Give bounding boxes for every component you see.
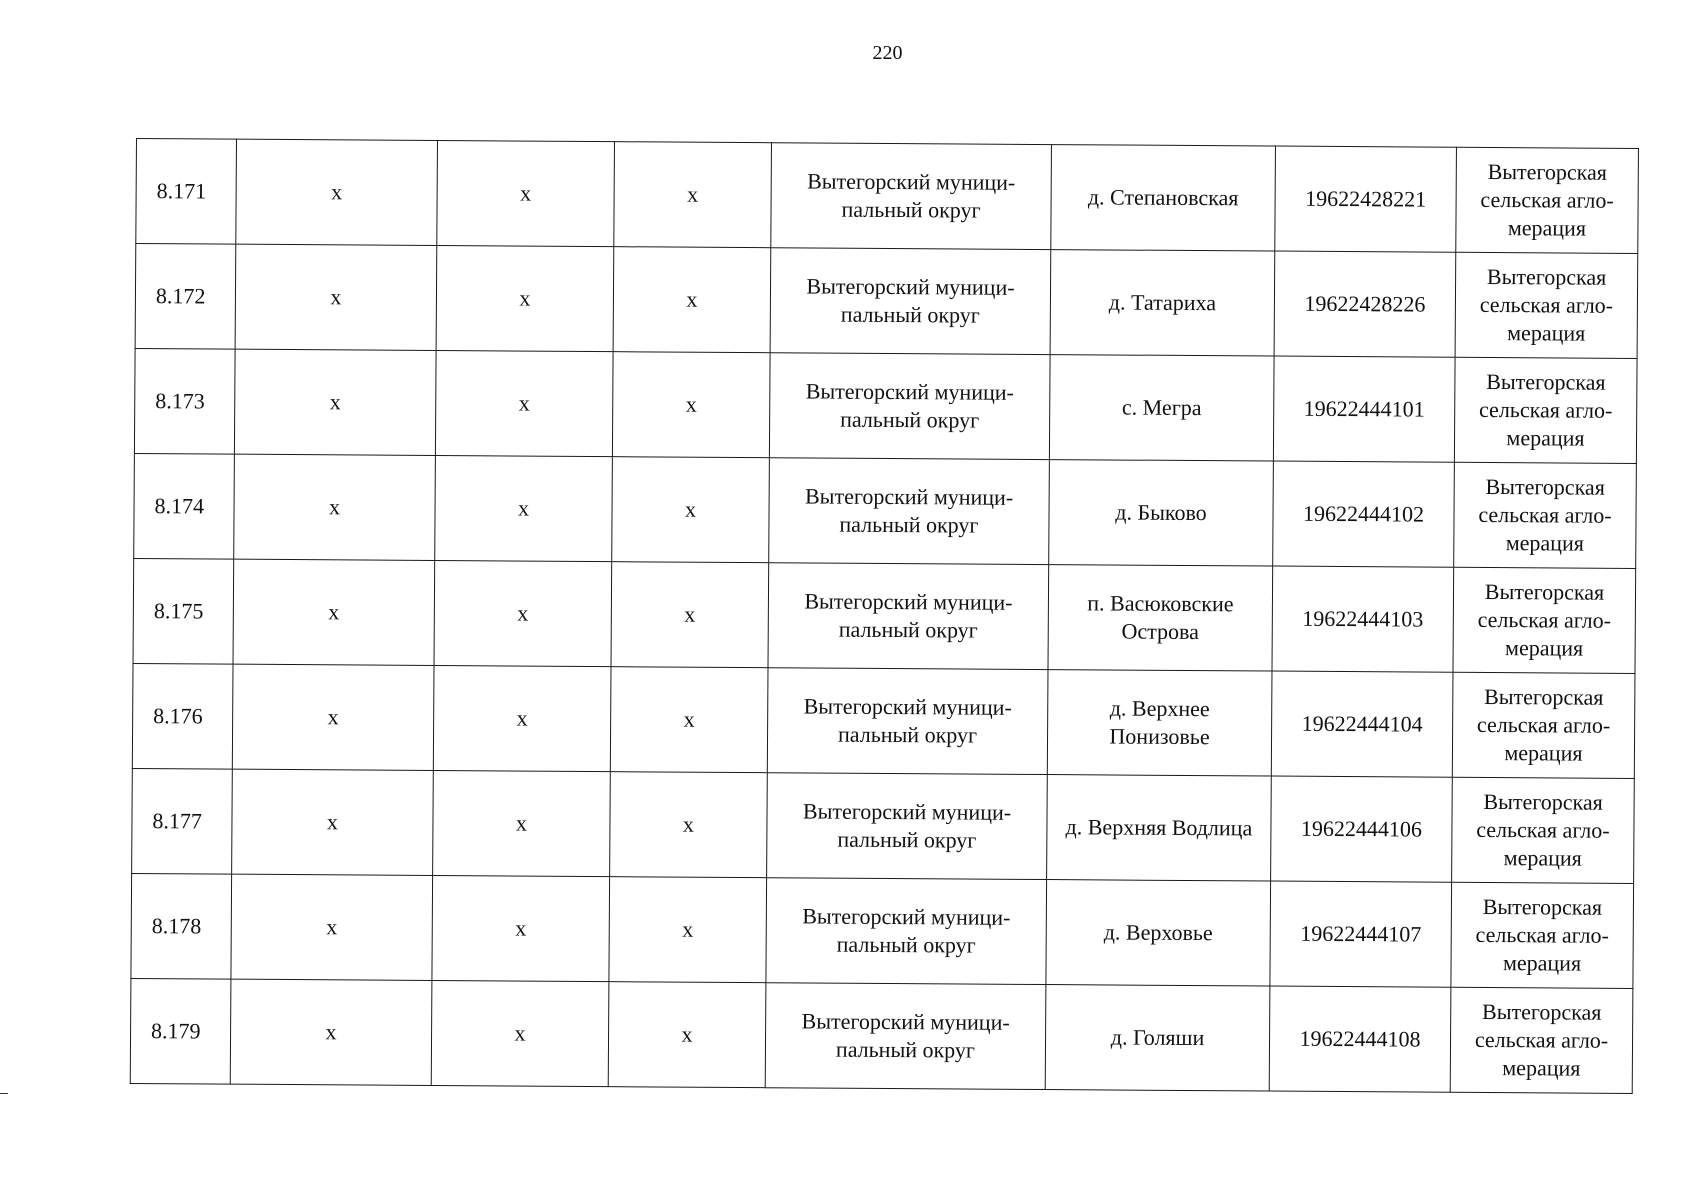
oktmo-code-cell: 19622444108 bbox=[1269, 986, 1451, 1092]
agglomeration-text-line: Вытегорская bbox=[1485, 473, 1605, 500]
x-mark-cell: x bbox=[609, 877, 767, 983]
x-mark-cell: x bbox=[234, 454, 436, 560]
agglomeration-cell bbox=[1454, 462, 1637, 568]
agglomeration-text-line: Вытегорская bbox=[1482, 893, 1603, 920]
settlement-cell bbox=[1046, 880, 1271, 986]
settlement-cell bbox=[1049, 460, 1274, 566]
agglomeration-text-line: сельская агло- bbox=[1478, 396, 1613, 423]
agglomeration-text-line: сельская агло- bbox=[1475, 921, 1609, 948]
row-number-cell: 8.177 bbox=[132, 768, 233, 874]
x-mark-cell: x bbox=[432, 875, 610, 981]
agglomeration-text-line: сельская агло- bbox=[1474, 1026, 1609, 1053]
municipality-text-line: Вытегорский муници- bbox=[806, 273, 1015, 300]
municipality-text-line: пальный округ bbox=[836, 931, 976, 958]
agglomeration-text-line: Вытегорская bbox=[1486, 263, 1607, 290]
agglomeration-text-line: Вытегорская bbox=[1487, 158, 1608, 185]
x-mark-cell: x bbox=[612, 352, 770, 458]
municipality-text-line: Вытегорский муници- bbox=[802, 903, 1011, 930]
agglomeration-cell bbox=[1450, 987, 1633, 1093]
table-row bbox=[132, 768, 1635, 883]
x-mark-cell: x bbox=[437, 140, 615, 246]
municipality-text-line: пальный округ bbox=[840, 406, 980, 433]
municipality-text-line: пальный округ bbox=[841, 196, 981, 223]
x-mark-cell: x bbox=[232, 664, 434, 770]
row-number-cell: 8.176 bbox=[132, 663, 233, 769]
table-row bbox=[133, 558, 1636, 673]
oktmo-code-cell: 19622444104 bbox=[1271, 671, 1453, 777]
table-body bbox=[130, 139, 1638, 1094]
settlement-cell bbox=[1045, 985, 1270, 1091]
municipality-cell bbox=[771, 143, 1052, 250]
settlement-text-line: д. Верхняя Водлица bbox=[1065, 814, 1253, 841]
municipality-text-line: пальный округ bbox=[837, 826, 977, 853]
settlement-cell bbox=[1047, 775, 1272, 881]
municipality-text-line: Вытегорский муници- bbox=[807, 168, 1016, 195]
table-row bbox=[132, 663, 1635, 778]
agglomeration-text-line: Вытегорская bbox=[1484, 683, 1604, 710]
settlement-text-line: Понизовье bbox=[1109, 723, 1210, 750]
x-mark-cell: x bbox=[608, 982, 766, 1088]
settlement-text-line: с. Мегра bbox=[1121, 394, 1202, 421]
municipality-text-line: Вытегорский муници- bbox=[804, 588, 1013, 615]
municipality-cell bbox=[765, 983, 1046, 1090]
agglomeration-text-line: сельская агло- bbox=[1480, 186, 1614, 213]
agglomeration-cell bbox=[1453, 567, 1636, 673]
x-mark-cell: x bbox=[236, 139, 438, 245]
agglomeration-text-line: сельская агло- bbox=[1477, 606, 1612, 633]
settlement-cell bbox=[1047, 670, 1272, 776]
x-mark-cell: x bbox=[230, 979, 432, 1085]
municipality-text-line: пальный округ bbox=[838, 616, 978, 643]
agglomeration-text-line: мерация bbox=[1503, 845, 1582, 871]
settlements-table bbox=[130, 138, 1639, 1094]
municipality-text-line: Вытегорский муници- bbox=[804, 483, 1014, 510]
oktmo-code-cell: 19622428221 bbox=[1275, 146, 1457, 252]
row-number-cell: 8.173 bbox=[134, 348, 235, 454]
table-row bbox=[134, 348, 1637, 463]
agglomeration-text-line: мерация bbox=[1502, 950, 1582, 976]
settlement-text-line: д. Быково bbox=[1115, 499, 1207, 526]
agglomeration-text-line: мерация bbox=[1505, 635, 1584, 661]
row-number-cell: 8.178 bbox=[131, 873, 232, 979]
page-number: 220 bbox=[872, 42, 903, 64]
settlement-cell bbox=[1049, 355, 1274, 461]
row-number-cell: 8.174 bbox=[134, 453, 235, 559]
oktmo-code-cell: 19622444106 bbox=[1271, 776, 1453, 882]
x-mark-cell: x bbox=[611, 562, 769, 668]
municipality-text-line: Вытегорский муници- bbox=[802, 798, 1012, 825]
row-number-cell: 8.179 bbox=[130, 978, 231, 1084]
agglomeration-text-line: Вытегорская bbox=[1481, 998, 1602, 1025]
agglomeration-cell bbox=[1452, 777, 1635, 883]
agglomeration-text-line: Вытегорская bbox=[1484, 578, 1605, 605]
x-mark-cell: x bbox=[231, 874, 433, 980]
agglomeration-text-line: сельская агло- bbox=[1476, 711, 1611, 738]
municipality-text-line: Вытегорский муници- bbox=[805, 378, 1014, 405]
agglomeration-cell bbox=[1452, 672, 1635, 778]
x-mark-cell: x bbox=[232, 769, 434, 875]
x-mark-cell: x bbox=[614, 142, 772, 248]
municipality-cell bbox=[767, 668, 1048, 775]
oktmo-code-cell: 19622444107 bbox=[1270, 881, 1452, 987]
settlement-text-line: д. Татариха bbox=[1108, 289, 1217, 316]
agglomeration-cell bbox=[1456, 147, 1639, 253]
settlement-text-line: д. Верхнее bbox=[1109, 695, 1210, 722]
agglomeration-cell bbox=[1454, 357, 1637, 463]
settlement-text-line: п. Васюковские bbox=[1087, 590, 1234, 617]
settlement-cell bbox=[1048, 565, 1273, 671]
agglomeration-text-line: мерация bbox=[1506, 425, 1585, 451]
municipality-cell bbox=[768, 563, 1049, 670]
municipality-cell bbox=[769, 458, 1050, 565]
table-row bbox=[131, 873, 1634, 988]
table-row bbox=[130, 978, 1633, 1093]
municipality-text-line: пальный округ bbox=[837, 721, 978, 748]
oktmo-code-cell: 19622444103 bbox=[1272, 566, 1454, 672]
oktmo-code-cell: 19622444102 bbox=[1273, 461, 1455, 567]
row-number-cell: 8.171 bbox=[136, 139, 237, 245]
x-mark-cell: x bbox=[613, 247, 771, 353]
municipality-cell bbox=[766, 878, 1047, 985]
x-mark-cell: x bbox=[435, 455, 613, 561]
settlement-cell bbox=[1051, 145, 1276, 251]
municipality-text-line: Вытегорский муници- bbox=[803, 693, 1012, 720]
settlement-text-line: Острова bbox=[1121, 618, 1200, 645]
margin-mark bbox=[0, 1093, 8, 1094]
x-mark-cell: x bbox=[610, 772, 768, 878]
x-mark-cell: x bbox=[431, 980, 609, 1086]
agglomeration-text-line: мерация bbox=[1507, 215, 1587, 241]
municipality-cell bbox=[769, 353, 1050, 460]
municipality-text-line: пальный округ bbox=[839, 511, 979, 538]
agglomeration-text-line: сельская агло- bbox=[1479, 291, 1614, 318]
x-mark-cell: x bbox=[233, 559, 435, 665]
agglomeration-text-line: мерация bbox=[1507, 320, 1586, 346]
x-mark-cell: x bbox=[234, 349, 436, 455]
oktmo-code-cell: 19622444101 bbox=[1273, 356, 1455, 462]
agglomeration-text-line: мерация bbox=[1502, 1055, 1581, 1081]
agglomeration-text-line: мерация bbox=[1505, 530, 1584, 556]
x-mark-cell: x bbox=[433, 665, 611, 771]
agglomeration-text-line: мерация bbox=[1504, 740, 1583, 766]
settlement-cell bbox=[1050, 250, 1275, 356]
table-row bbox=[134, 453, 1637, 568]
settlement-text-line: д. Голяши bbox=[1110, 1024, 1205, 1051]
x-mark-cell: x bbox=[435, 350, 613, 456]
table-row bbox=[135, 244, 1638, 359]
agglomeration-text-line: сельская агло- bbox=[1478, 501, 1612, 528]
municipality-cell bbox=[770, 248, 1051, 355]
x-mark-cell: x bbox=[610, 667, 768, 773]
municipality-cell bbox=[767, 773, 1048, 880]
agglomeration-cell bbox=[1451, 882, 1634, 988]
x-mark-cell: x bbox=[436, 245, 614, 351]
oktmo-code-cell: 19622428226 bbox=[1274, 251, 1456, 357]
x-mark-cell: x bbox=[612, 457, 770, 563]
x-mark-cell: x bbox=[433, 770, 611, 876]
x-mark-cell: x bbox=[235, 244, 437, 350]
row-number-cell: 8.175 bbox=[133, 558, 234, 664]
x-mark-cell: x bbox=[434, 560, 612, 666]
municipality-text-line: Вытегорский муници- bbox=[801, 1008, 1010, 1035]
agglomeration-cell bbox=[1455, 252, 1638, 358]
row-number-cell: 8.172 bbox=[135, 244, 236, 350]
agglomeration-text-line: Вытегорская bbox=[1486, 368, 1606, 395]
settlement-text-line: д. Степановская bbox=[1087, 184, 1239, 211]
agglomeration-text-line: Вытегорская bbox=[1483, 788, 1603, 815]
municipality-text-line: пальный округ bbox=[840, 301, 980, 328]
settlement-text-line: д. Верховье bbox=[1103, 919, 1213, 946]
municipality-text-line: пальный округ bbox=[835, 1036, 976, 1063]
table-row bbox=[136, 139, 1639, 254]
agglomeration-text-line: сельская агло- bbox=[1476, 816, 1610, 843]
